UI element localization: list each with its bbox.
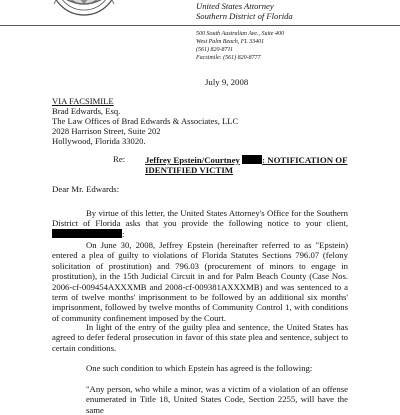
body-paragraph-4 [52, 363, 348, 373]
recipient-city: Hollywood, Florida 33020. [52, 136, 146, 146]
paragraph-text: One such condition to which Epstein has agreed is the following: [86, 363, 313, 373]
redaction-block [242, 155, 262, 164]
recipient-name: Brad Edwards, Esq. [52, 106, 121, 116]
department-seal-icon [50, 0, 118, 16]
body-paragraph-2 [52, 240, 348, 323]
office-fax: Facsimile: (561) 820-8777 [196, 55, 261, 61]
office-address-line: West Palm Beach, FL 33401 [196, 39, 265, 45]
salutation: Dear Mr. Edwards: [52, 184, 120, 194]
paragraph-text: In light of the entry of the guilty plea and sentence, the United States has agreed to defer federal prosecution in favor of this state plea and sentence, subject to certain conditions. [52, 322, 348, 353]
re-subject [145, 155, 395, 175]
re-subject-line2: IDENTIFIED VICTIM [145, 165, 234, 175]
paragraph-text: On June 30, 2008, Jeffrey Epstein (hereinafter referred to as "Epstein) entered a plea of guilty to violations of Florida Statutes Sections 796.07 (felony solicitation of prostitution) and 796.03 (procurement of minors to engage in prostitution), in the 15th Judicial Circuit in and for Palm Beach County (Case Nos. 2006-cf-009454AXXXMB and 2008-cf-009381AXXXMB) and was sentenced to a term of twelve months' imprisonment to be followed by an additional six months' imprisonment, followed by twelve months of Community Control 1, with conditions of community confinement imposed by the Court. [52, 240, 348, 323]
re-subject-part2: : NOTIFICATION OF [262, 155, 348, 165]
header-divider [0, 25, 400, 26]
paragraph-text: By virtue of this letter, the United States Attorney's Office for the Southern District of Florida asks that you provide the following notice to your client, [52, 208, 348, 229]
re-subject-part1: Jeffrey Epstein/Courtney [145, 155, 240, 165]
body-paragraph-3 [52, 322, 348, 353]
re-label: Re: [113, 154, 126, 164]
office-title: United States Attorney [196, 1, 274, 11]
body-paragraph-1 [52, 208, 348, 239]
paragraph-text: "Any person, who while a minor, was a victim of a violation of an offense enumerated in Title 18, United States Code, Section 2255, will have the same [86, 384, 348, 415]
office-district: Southern District of Florida [196, 11, 293, 21]
office-phone: (561) 820-8711 [196, 47, 234, 53]
recipient-firm: The Law Offices of Brad Edwards & Associates, LLC [52, 116, 239, 126]
paragraph-text: : [122, 228, 125, 239]
office-address-line: 500 South Australian Ave., Suite 400 [196, 31, 284, 37]
redaction-block [52, 228, 125, 239]
delivery-method: VIA FACSIMILE [52, 96, 114, 106]
recipient-street: 2028 Harrison Street, Suite 202 [52, 126, 161, 136]
letter-date: July 9, 2008 [205, 77, 249, 87]
